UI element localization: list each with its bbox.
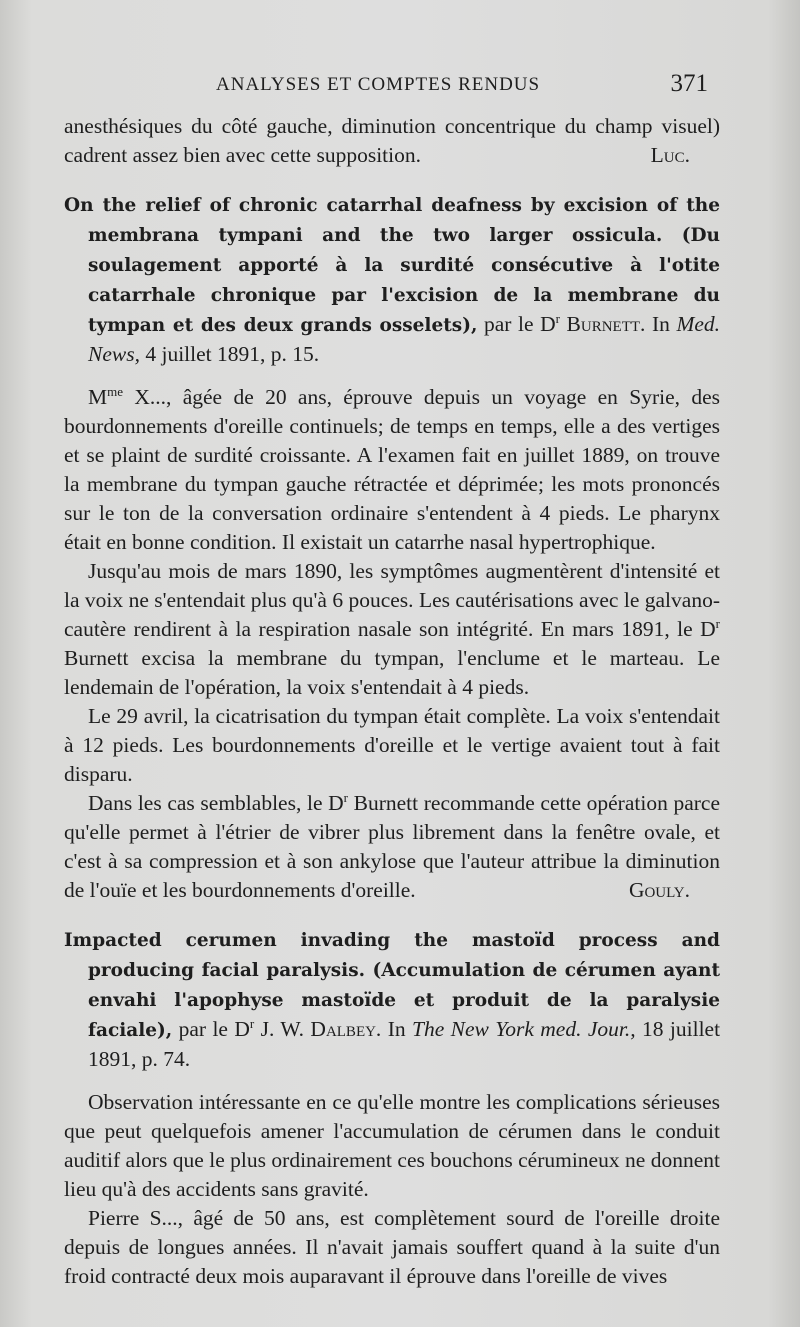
article1-heading xyxy=(64,190,720,369)
article2-by: par le D xyxy=(178,1017,250,1041)
intro-text: anesthésiques du côté gauche, diminution concentrique du champ visuel) cadrent assez bien avec cette supposition. xyxy=(64,114,720,167)
article1-title: On the relief of chronic catarrhal deafness by excision of the membrana tympani and the two larger ossicula. (Du soulagement apporté à la surdité consécutive à l'otite catarrhale chronique par l'excision de la membrane du tympan et des deux grands osselets), xyxy=(64,195,720,336)
article2-title: Impacted cerumen invading the mastoïd process and producing facial paralysis. (Accumulation de cérumen ayant envahi l'apophyse mastoïde et produit de la paralysie faciale), xyxy=(64,930,720,1041)
article1-citation: 4 juillet 1891, p. 15. xyxy=(145,342,320,366)
article2-paragraph-1: Observation intéressante en ce qu'elle montre les complications sérieuses que peut quelquefois amener l'accumulation de cérumen dans le conduit auditif alors que le plus ordinairement ces bouchons cérumineux ne donnent lieu qu'à des accidents sans gravité. xyxy=(64,1090,720,1201)
page-number: 371 xyxy=(670,70,708,97)
running-title: ANALYSES ET COMPTES RENDUS xyxy=(216,74,541,95)
article1-by: par le D xyxy=(483,312,556,336)
article2-journal: The New York med. Jour., xyxy=(412,1017,636,1041)
article2-heading xyxy=(64,925,720,1074)
article2-paragraph-2: Pierre S..., âgé de 50 ans, est complètement sourd de l'oreille droite depuis de longues années. Il n'avait jamais souffert quand à la suite d'un froid contracté deux mois auparavant il éprouve dans l'oreille de vives xyxy=(64,1206,720,1288)
article2-by-sup: r xyxy=(249,1016,255,1031)
article1-by-sup: r xyxy=(555,311,560,326)
article1-journal: Med. News, xyxy=(88,312,721,366)
article2-in: In xyxy=(387,1017,406,1041)
article1-paragraph-3: Le 29 avril, la cicatrisation du tympan était complète. La voix s'entendait à 12 pieds. Les bourdonnements d'oreille et le vertige avaient tout à fait disparu. xyxy=(64,704,720,786)
article2-citation: 18 juillet 1891, p. 74. xyxy=(88,1017,721,1071)
article1-paragraph-2: Jusqu'au mois de mars 1890, les symptômes augmentèrent d'intensité et la voix ne s'entendait plus qu'à 6 pouces. Les cautérisations avec le galvano-cautère rendirent à la respiration nasale son intégrité. En mars 1891, le $D^r$ Burnett excisa la membrane du tympan, l'enclume et le marteau. Le lendemain de l'opération, la voix s'entendait à 4 pieds. xyxy=(64,559,720,699)
article2-author: J. W. Dalbey. xyxy=(260,1017,382,1041)
article1-paragraph-1: $M^{me}$ X..., âgée de 20 ans, éprouve depuis un voyage en Syrie, des bourdonnements d'oreille continuels; de temps en temps, elle a des vertiges et se plaint de surdité croissante. A l'examen fait en juillet 1889, on trouve la membrane du tympan gauche rétractée et déprimée; les mots prononcés sur le ton de la conversation ordinaire s'entendent à 4 pieds. Le pharynx était en bonne condition. Il existait un catarrhe nasal hypertrophique. xyxy=(64,384,721,554)
article1-paragraph-4: Dans les cas semblables, le $D^r$ Burnett recommande cette opération parce qu'elle permet à l'étrier de vibrer plus librement dans la fenêtre ovale, et c'est à sa compression et à son ankylose que l'auteur attribue la diminution de l'ouïe et les bourdonnements d'oreille. Gouly. xyxy=(64,789,720,905)
body-text xyxy=(64,112,720,1291)
article1-author: Burnett. xyxy=(566,312,646,336)
intro-paragraph xyxy=(64,112,720,170)
article1-signature: Gouly. xyxy=(628,878,690,902)
page-header xyxy=(64,70,720,104)
intro-signature: Luc. xyxy=(650,143,690,167)
article1-in: In xyxy=(651,312,670,336)
